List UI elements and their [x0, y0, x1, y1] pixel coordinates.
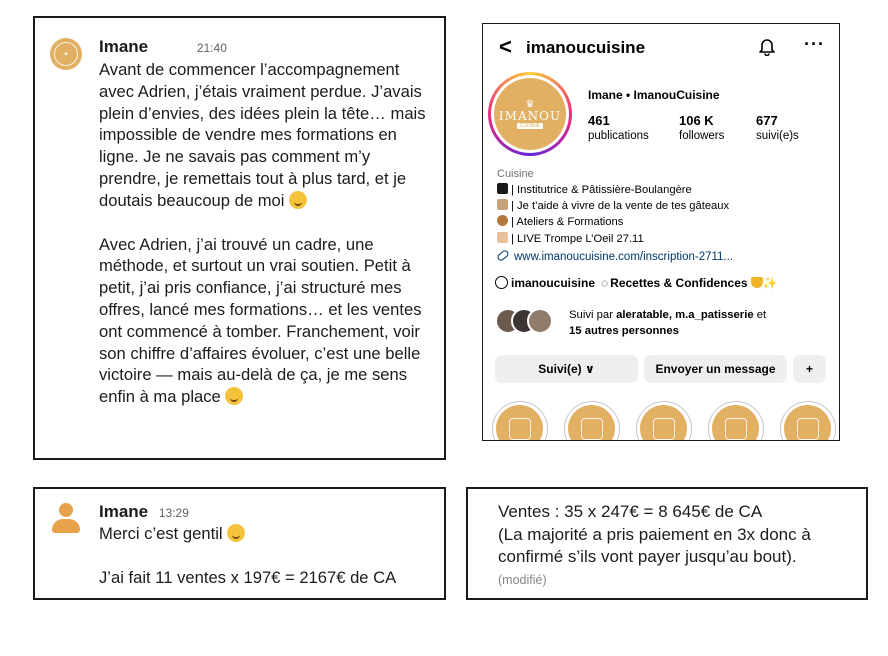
sparkles-icon: ✨ — [762, 276, 778, 290]
author-name[interactable]: Imane — [99, 37, 149, 56]
edited-label: (modifié) — [498, 572, 547, 587]
cookie-icon — [497, 215, 508, 226]
message-header — [99, 501, 189, 524]
slack-message-panel-1 — [33, 16, 446, 460]
stat-publications[interactable]: 461 publications — [588, 113, 649, 142]
threads-icon — [495, 276, 508, 289]
story-highlight[interactable] — [492, 401, 548, 441]
profile-category: Cuisine — [497, 168, 534, 180]
profile-full-name: Imane • ImanouCuisine — [588, 88, 720, 102]
message-paragraph: Avec Adrien, j’ai trouvé un cadre, une méthode, et surtout un vrai soutien. Petit à petit, j’ai pris confiance, j’ai structuré mes offres, lancé mes formations… et les ventes ont commencé à tomber. Franchement, voir son chiffre d’affaires évoluer, c’est une belle victoire — mais au-delà de ça, je me sens enfin à ma place — [99, 234, 422, 407]
send-message-button[interactable]: Envoyer un message — [644, 355, 787, 383]
threads-handle[interactable]: imanoucuisine — [511, 276, 596, 290]
relieved-face-emoji — [289, 191, 307, 209]
message-body: Merci c’est gentil J’ai fait 11 ventes x 197€ = 2167€ de CA — [99, 524, 397, 587]
back-chevron-icon[interactable]: < — [499, 34, 512, 59]
channel-name[interactable]: Recettes & Confidences — [610, 276, 748, 290]
instagram-profile-screenshot — [482, 23, 840, 441]
sales-note-panel — [466, 487, 868, 600]
profile-link[interactable]: www.imanoucuisine.com/inscription-2711... — [497, 251, 733, 263]
pointing-down-icon — [497, 232, 508, 243]
link-icon — [496, 249, 510, 262]
pleading-face-emoji — [225, 387, 243, 405]
following-button[interactable]: Suivi(e) ∨ — [495, 355, 638, 383]
message-paragraph: Avant de commencer l’accompagnement avec Adrien, j’étais vraiment perdue. J’avais plein d’envies, des idées plein la tête… mais impossible de vendre mes formations en ligne. Je ne savais pas comment m’y prendre, je remettais tout à plus tard, et je doutais beaucoup de moi — [99, 60, 426, 210]
sales-note-text: Ventes : 35 x 247€ = 8 645€ de CA (La majorité a pris paiement en 3x donc à confirmé s’ils vont payer jusqu’au bout). (modifié) — [498, 501, 858, 591]
story-highlight[interactable] — [708, 401, 764, 441]
message-time[interactable]: 13:29 — [158, 506, 189, 520]
message-body — [99, 59, 434, 408]
follower-avatar — [527, 308, 553, 334]
channel-icon: ◌ — [601, 276, 609, 290]
message-time[interactable]: 21:40 — [196, 41, 227, 55]
followed-by[interactable]: Suivi par aleratable, m.a_patisserie et 15 autres personnes — [495, 308, 835, 340]
story-highlight[interactable] — [564, 401, 620, 441]
message-header — [99, 36, 227, 59]
add-person-icon[interactable]: + — [793, 355, 826, 383]
ig-top-bar — [483, 34, 839, 64]
logo-ring-icon: ✦ — [54, 42, 78, 66]
graduation-cap-icon — [497, 183, 508, 194]
imanou-logo-icon: ♛ IMANOU CUISINE — [494, 78, 566, 150]
imanou-logo-avatar[interactable] — [50, 38, 82, 70]
chef-icon — [497, 199, 508, 210]
bell-icon[interactable] — [758, 36, 776, 56]
more-icon[interactable]: ··· — [804, 34, 825, 54]
honey-pot-icon — [751, 277, 763, 288]
ig-username: imanoucuisine — [526, 38, 646, 57]
stat-following[interactable]: 677 suivi(e)s — [756, 113, 799, 142]
default-user-avatar[interactable] — [49, 501, 83, 535]
profile-picture[interactable] — [488, 72, 572, 156]
author-name[interactable]: Imane — [99, 502, 149, 521]
profile-bio: | Institutrice & Pâtissière-Boulangère | Je t’aide à vivre de la vente de tes gâteaux | Ateliers & Formations | LIVE Trompe L’Oeil 27.11 — [497, 182, 827, 247]
threads-and-channel-row — [495, 276, 778, 290]
story-highlight[interactable] — [780, 401, 836, 441]
slack-message-panel-2 — [33, 487, 446, 600]
stat-followers[interactable]: 106 K followers — [679, 113, 725, 142]
story-highlight[interactable] — [636, 401, 692, 441]
smiling-face-emoji — [227, 524, 245, 542]
